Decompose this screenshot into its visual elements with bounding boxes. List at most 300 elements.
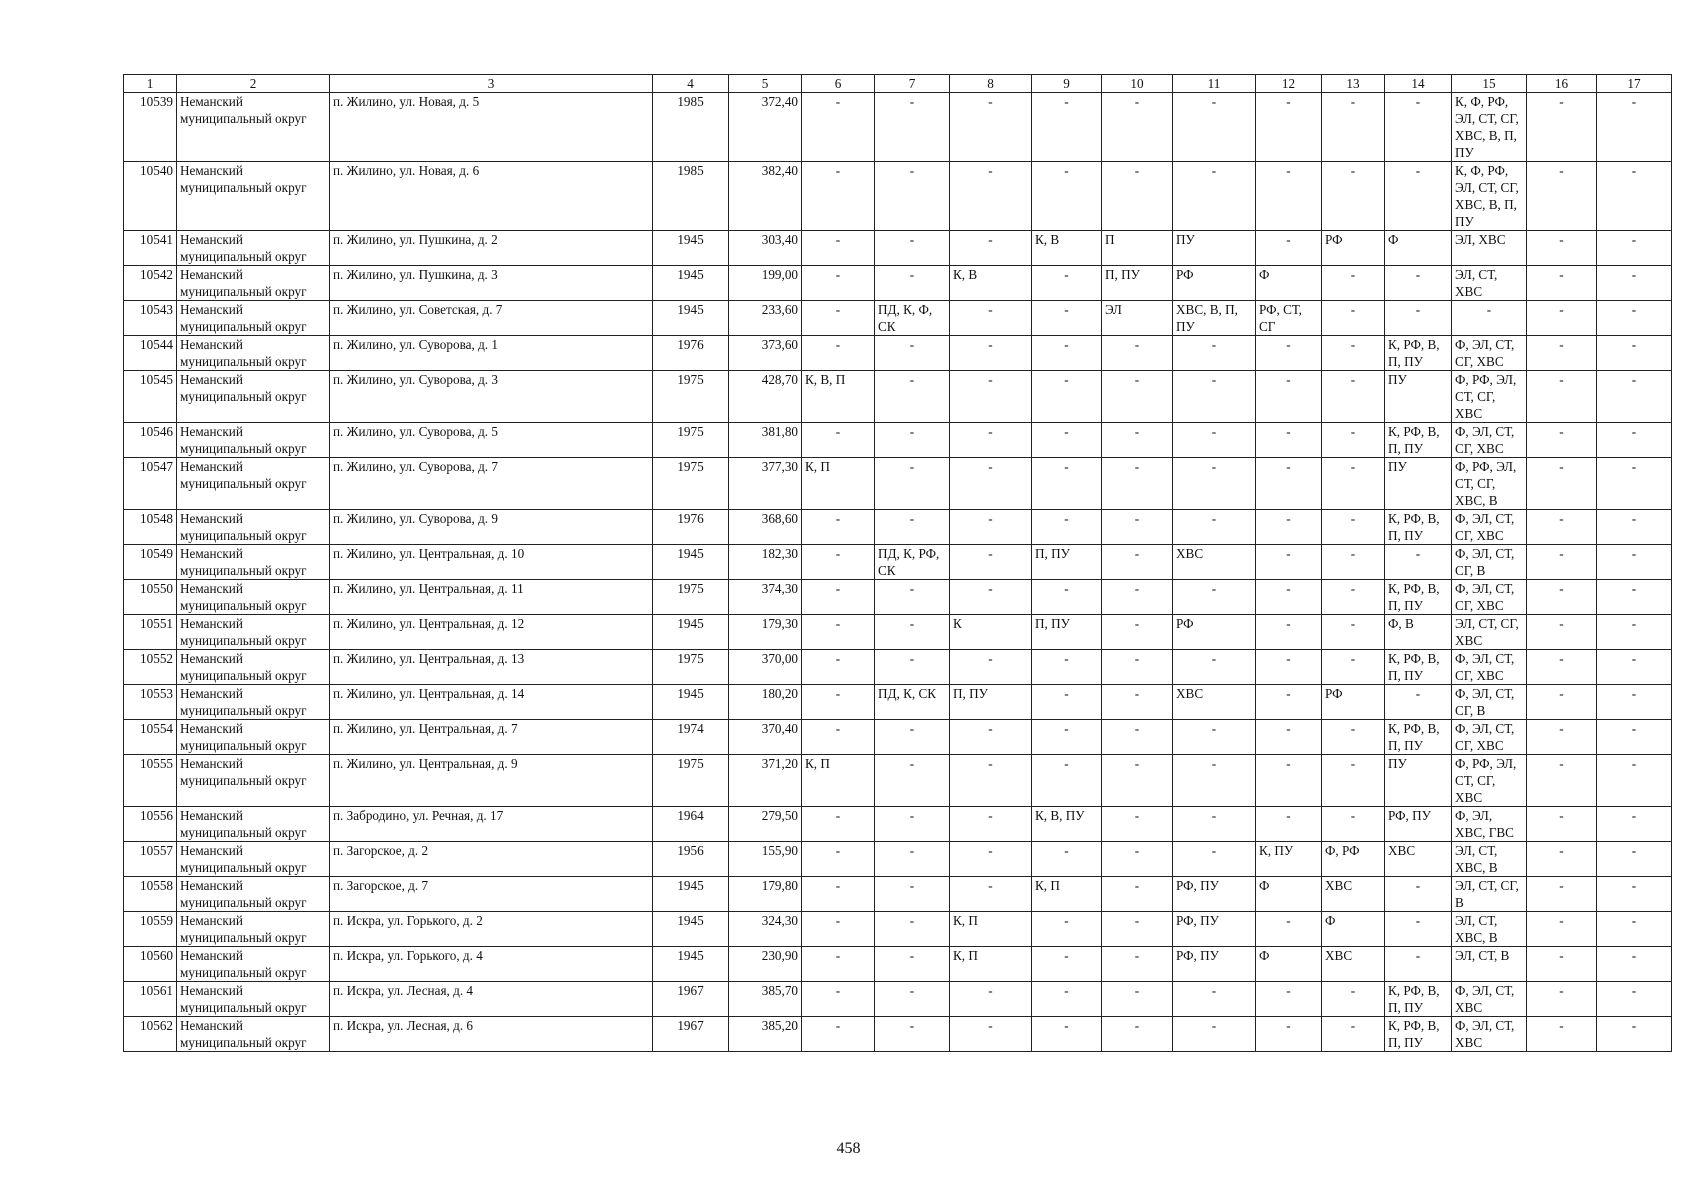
table-cell-col-8: - — [950, 336, 1032, 371]
table-cell-col-8: - — [950, 162, 1032, 231]
table-cell-col-15: Ф, РФ, ЭЛ, СТ, СГ, ХВС, В — [1452, 458, 1527, 510]
table-cell-col-7: - — [875, 947, 950, 982]
table-cell-col-11: - — [1173, 162, 1256, 231]
table-cell-col-17: - — [1597, 650, 1672, 685]
table-cell-col-15: Ф, ЭЛ, СТ, ХВС — [1452, 982, 1527, 1017]
table-cell-col-10: - — [1102, 545, 1173, 580]
table-cell-col-7: - — [875, 510, 950, 545]
table-cell-col-2: Неманский муниципальный округ — [177, 615, 330, 650]
table-row — [124, 93, 1672, 162]
table-cell-col-6: - — [802, 615, 875, 650]
table-cell-col-4: 1985 — [653, 162, 729, 231]
column-header-5: 5 — [729, 75, 802, 93]
table-cell-col-10: - — [1102, 650, 1173, 685]
table-cell-col-12: - — [1256, 162, 1322, 231]
table-cell-col-16: - — [1527, 423, 1597, 458]
table-cell-col-1: 10541 — [124, 231, 177, 266]
table-cell-col-6: К, П — [802, 755, 875, 807]
table-cell-col-8: - — [950, 982, 1032, 1017]
table-cell-col-3: п. Искра, ул. Горького, д. 4 — [330, 947, 653, 982]
table-cell-col-9: - — [1032, 982, 1102, 1017]
table-cell-col-14: ПУ — [1385, 458, 1452, 510]
table-row — [124, 615, 1672, 650]
table-cell-col-2: Неманский муниципальный округ — [177, 510, 330, 545]
table-cell-col-7: - — [875, 162, 950, 231]
table-cell-col-2: Неманский муниципальный округ — [177, 982, 330, 1017]
table-cell-col-17: - — [1597, 423, 1672, 458]
table-cell-col-4: 1975 — [653, 755, 729, 807]
table-cell-col-5: 179,80 — [729, 877, 802, 912]
table-cell-col-11: ХВС, В, П, ПУ — [1173, 301, 1256, 336]
table-cell-col-10: - — [1102, 93, 1173, 162]
table-cell-col-11: - — [1173, 336, 1256, 371]
table-cell-col-4: 1967 — [653, 1017, 729, 1052]
table-cell-col-10: - — [1102, 423, 1173, 458]
table-cell-col-3: п. Жилино, ул. Пушкина, д. 3 — [330, 266, 653, 301]
table-cell-col-5: 370,00 — [729, 650, 802, 685]
table-cell-col-8: К — [950, 615, 1032, 650]
table-cell-col-9: - — [1032, 842, 1102, 877]
table-cell-col-4: 1976 — [653, 336, 729, 371]
table-cell-col-13: - — [1322, 1017, 1385, 1052]
table-cell-col-11: - — [1173, 1017, 1256, 1052]
table-cell-col-1: 10545 — [124, 371, 177, 423]
table-cell-col-15: Ф, ЭЛ, СТ, СГ, ХВС — [1452, 580, 1527, 615]
table-cell-col-7: - — [875, 807, 950, 842]
table-cell-col-15: Ф, ЭЛ, СТ, СГ, ХВС — [1452, 336, 1527, 371]
table-cell-col-13: ХВС — [1322, 877, 1385, 912]
table-cell-col-9: К, В — [1032, 231, 1102, 266]
table-row — [124, 685, 1672, 720]
table-cell-col-13: - — [1322, 301, 1385, 336]
table-cell-col-5: 303,40 — [729, 231, 802, 266]
table-cell-col-11: - — [1173, 650, 1256, 685]
table-cell-col-10: ЭЛ — [1102, 301, 1173, 336]
table-cell-col-11: - — [1173, 982, 1256, 1017]
table-cell-col-1: 10558 — [124, 877, 177, 912]
table-cell-col-15: ЭЛ, СТ, ХВС, В — [1452, 912, 1527, 947]
table-cell-col-11: - — [1173, 93, 1256, 162]
column-header-2: 2 — [177, 75, 330, 93]
table-cell-col-3: п. Жилино, ул. Центральная, д. 7 — [330, 720, 653, 755]
table-cell-col-14: К, РФ, В, П, ПУ — [1385, 510, 1452, 545]
table-row — [124, 1017, 1672, 1052]
table-cell-col-14: Ф, В — [1385, 615, 1452, 650]
table-cell-col-10: П — [1102, 231, 1173, 266]
table-cell-col-8: - — [950, 877, 1032, 912]
table-cell-col-17: - — [1597, 301, 1672, 336]
table-cell-col-7: - — [875, 423, 950, 458]
table-cell-col-5: 182,30 — [729, 545, 802, 580]
table-row — [124, 545, 1672, 580]
table-cell-col-8: - — [950, 423, 1032, 458]
table-cell-col-4: 1945 — [653, 545, 729, 580]
table-cell-col-13: - — [1322, 755, 1385, 807]
table-cell-col-17: - — [1597, 807, 1672, 842]
table-cell-col-2: Неманский муниципальный округ — [177, 947, 330, 982]
column-header-6: 6 — [802, 75, 875, 93]
table-cell-col-13: - — [1322, 650, 1385, 685]
table-cell-col-3: п. Жилино, ул. Пушкина, д. 2 — [330, 231, 653, 266]
table-cell-col-7: ПД, К, Ф, СК — [875, 301, 950, 336]
table-cell-col-2: Неманский муниципальный округ — [177, 266, 330, 301]
table-cell-col-13: - — [1322, 423, 1385, 458]
table-cell-col-2: Неманский муниципальный округ — [177, 93, 330, 162]
table-cell-col-12: - — [1256, 650, 1322, 685]
table-cell-col-8: - — [950, 458, 1032, 510]
table-cell-col-8: - — [950, 1017, 1032, 1052]
table-cell-col-5: 199,00 — [729, 266, 802, 301]
table-cell-col-17: - — [1597, 266, 1672, 301]
table-cell-col-11: - — [1173, 720, 1256, 755]
column-header-14: 14 — [1385, 75, 1452, 93]
table-row — [124, 231, 1672, 266]
table-cell-col-4: 1975 — [653, 458, 729, 510]
table-cell-col-11: - — [1173, 807, 1256, 842]
table-cell-col-5: 368,60 — [729, 510, 802, 545]
table-cell-col-14: ПУ — [1385, 755, 1452, 807]
table-cell-col-1: 10562 — [124, 1017, 177, 1052]
table-cell-col-5: 428,70 — [729, 371, 802, 423]
table-cell-col-12: - — [1256, 685, 1322, 720]
table-cell-col-6: - — [802, 231, 875, 266]
table-cell-col-15: ЭЛ, ХВС — [1452, 231, 1527, 266]
table-cell-col-10: - — [1102, 510, 1173, 545]
table-cell-col-17: - — [1597, 1017, 1672, 1052]
table-cell-col-3: п. Жилино, ул. Центральная, д. 13 — [330, 650, 653, 685]
table-cell-col-17: - — [1597, 510, 1672, 545]
table-cell-col-2: Неманский муниципальный округ — [177, 877, 330, 912]
table-cell-col-16: - — [1527, 947, 1597, 982]
table-cell-col-13: РФ — [1322, 231, 1385, 266]
table-cell-col-3: п. Жилино, ул. Центральная, д. 9 — [330, 755, 653, 807]
table-cell-col-8: К, П — [950, 912, 1032, 947]
table-cell-col-12: - — [1256, 545, 1322, 580]
table-cell-col-13: - — [1322, 720, 1385, 755]
table-cell-col-6: - — [802, 545, 875, 580]
table-cell-col-16: - — [1527, 371, 1597, 423]
table-cell-col-11: ПУ — [1173, 231, 1256, 266]
table-cell-col-5: 381,80 — [729, 423, 802, 458]
table-row — [124, 162, 1672, 231]
table-cell-col-15: ЭЛ, СТ, СГ, ХВС — [1452, 615, 1527, 650]
table-cell-col-3: п. Жилино, ул. Суворова, д. 9 — [330, 510, 653, 545]
table-cell-col-12: РФ, СТ, СГ — [1256, 301, 1322, 336]
table-cell-col-12: - — [1256, 458, 1322, 510]
table-header — [124, 75, 1672, 93]
table-cell-col-5: 279,50 — [729, 807, 802, 842]
table-cell-col-5: 179,30 — [729, 615, 802, 650]
table-cell-col-14: К, РФ, В, П, ПУ — [1385, 580, 1452, 615]
table-cell-col-11: - — [1173, 842, 1256, 877]
table-cell-col-2: Неманский муниципальный округ — [177, 545, 330, 580]
table-cell-col-16: - — [1527, 231, 1597, 266]
table-cell-col-7: - — [875, 336, 950, 371]
table-cell-col-6: К, В, П — [802, 371, 875, 423]
column-header-11: 11 — [1173, 75, 1256, 93]
table-cell-col-4: 1975 — [653, 423, 729, 458]
table-cell-col-7: ПД, К, РФ, СК — [875, 545, 950, 580]
table-cell-col-4: 1985 — [653, 93, 729, 162]
column-header-16: 16 — [1527, 75, 1597, 93]
table-cell-col-11: РФ — [1173, 266, 1256, 301]
table-cell-col-2: Неманский муниципальный округ — [177, 720, 330, 755]
table-cell-col-17: - — [1597, 162, 1672, 231]
table-cell-col-16: - — [1527, 685, 1597, 720]
table-cell-col-8: П, ПУ — [950, 685, 1032, 720]
column-header-13: 13 — [1322, 75, 1385, 93]
table-cell-col-16: - — [1527, 720, 1597, 755]
table-cell-col-16: - — [1527, 580, 1597, 615]
table-cell-col-9: - — [1032, 947, 1102, 982]
table-cell-col-7: - — [875, 877, 950, 912]
table-cell-col-3: п. Искра, ул. Лесная, д. 4 — [330, 982, 653, 1017]
table-cell-col-9: - — [1032, 510, 1102, 545]
table-cell-col-9: - — [1032, 162, 1102, 231]
table-row — [124, 877, 1672, 912]
table-cell-col-4: 1974 — [653, 720, 729, 755]
table-cell-col-4: 1945 — [653, 266, 729, 301]
table-cell-col-3: п. Жилино, ул. Советская, д. 7 — [330, 301, 653, 336]
table-cell-col-7: - — [875, 912, 950, 947]
table-cell-col-9: - — [1032, 912, 1102, 947]
table-cell-col-17: - — [1597, 93, 1672, 162]
table-cell-col-12: - — [1256, 755, 1322, 807]
table-cell-col-9: - — [1032, 301, 1102, 336]
table-row — [124, 580, 1672, 615]
table-cell-col-9: - — [1032, 720, 1102, 755]
table-row — [124, 510, 1672, 545]
table-cell-col-13: - — [1322, 336, 1385, 371]
table-cell-col-4: 1945 — [653, 912, 729, 947]
table-cell-col-12: - — [1256, 93, 1322, 162]
table-cell-col-1: 10554 — [124, 720, 177, 755]
table-cell-col-17: - — [1597, 336, 1672, 371]
table-cell-col-1: 10559 — [124, 912, 177, 947]
table-cell-col-12: - — [1256, 336, 1322, 371]
table-cell-col-5: 230,90 — [729, 947, 802, 982]
table-cell-col-1: 10547 — [124, 458, 177, 510]
table-cell-col-14: К, РФ, В, П, ПУ — [1385, 650, 1452, 685]
table-cell-col-16: - — [1527, 510, 1597, 545]
table-cell-col-14: - — [1385, 947, 1452, 982]
table-cell-col-13: - — [1322, 807, 1385, 842]
table-cell-col-17: - — [1597, 912, 1672, 947]
table-cell-col-11: - — [1173, 755, 1256, 807]
table-cell-col-2: Неманский муниципальный округ — [177, 842, 330, 877]
table-cell-col-17: - — [1597, 458, 1672, 510]
table-cell-col-2: Неманский муниципальный округ — [177, 650, 330, 685]
table-cell-col-9: - — [1032, 93, 1102, 162]
table-cell-col-2: Неманский муниципальный округ — [177, 580, 330, 615]
table-cell-col-2: Неманский муниципальный округ — [177, 371, 330, 423]
table-cell-col-10: - — [1102, 615, 1173, 650]
table-cell-col-14: - — [1385, 266, 1452, 301]
table-cell-col-7: - — [875, 580, 950, 615]
table-cell-col-2: Неманский муниципальный округ — [177, 162, 330, 231]
table-cell-col-6: К, П — [802, 458, 875, 510]
table-cell-col-10: - — [1102, 371, 1173, 423]
table-cell-col-1: 10544 — [124, 336, 177, 371]
table-cell-col-13: - — [1322, 510, 1385, 545]
table-cell-col-17: - — [1597, 877, 1672, 912]
table-cell-col-6: - — [802, 877, 875, 912]
table-cell-col-17: - — [1597, 982, 1672, 1017]
table-cell-col-1: 10560 — [124, 947, 177, 982]
table-cell-col-3: п. Жилино, ул. Центральная, д. 14 — [330, 685, 653, 720]
table-cell-col-1: 10556 — [124, 807, 177, 842]
table-cell-col-17: - — [1597, 755, 1672, 807]
table-cell-col-8: - — [950, 545, 1032, 580]
column-header-15: 15 — [1452, 75, 1527, 93]
table-cell-col-13: - — [1322, 458, 1385, 510]
table-row — [124, 266, 1672, 301]
table-row — [124, 720, 1672, 755]
table-cell-col-17: - — [1597, 615, 1672, 650]
table-cell-col-8: - — [950, 301, 1032, 336]
table-cell-col-7: - — [875, 371, 950, 423]
table-cell-col-14: К, РФ, В, П, ПУ — [1385, 720, 1452, 755]
table-cell-col-17: - — [1597, 947, 1672, 982]
table-cell-col-14: - — [1385, 301, 1452, 336]
table-cell-col-16: - — [1527, 842, 1597, 877]
table-cell-col-10: - — [1102, 807, 1173, 842]
table-cell-col-15: - — [1452, 301, 1527, 336]
table-cell-col-15: Ф, ЭЛ, ХВС, ГВС — [1452, 807, 1527, 842]
table-cell-col-5: 374,30 — [729, 580, 802, 615]
table-cell-col-6: - — [802, 912, 875, 947]
table-cell-col-6: - — [802, 301, 875, 336]
table-cell-col-14: К, РФ, В, П, ПУ — [1385, 423, 1452, 458]
table-cell-col-4: 1975 — [653, 371, 729, 423]
table-cell-col-4: 1945 — [653, 301, 729, 336]
table-cell-col-12: - — [1256, 371, 1322, 423]
column-header-17: 17 — [1597, 75, 1672, 93]
table-cell-col-6: - — [802, 685, 875, 720]
column-number-row — [124, 75, 1672, 93]
column-header-7: 7 — [875, 75, 950, 93]
column-header-4: 4 — [653, 75, 729, 93]
page-number: 458 — [836, 1140, 861, 1157]
table-cell-col-15: К, Ф, РФ, ЭЛ, СТ, СГ, ХВС, В, П, ПУ — [1452, 162, 1527, 231]
table-cell-col-13: Ф, РФ — [1322, 842, 1385, 877]
table-cell-col-8: - — [950, 807, 1032, 842]
table-cell-col-16: - — [1527, 615, 1597, 650]
table-cell-col-10: - — [1102, 947, 1173, 982]
table-cell-col-12: - — [1256, 982, 1322, 1017]
table-row — [124, 755, 1672, 807]
table-cell-col-3: п. Жилино, ул. Суворова, д. 7 — [330, 458, 653, 510]
table-cell-col-5: 377,30 — [729, 458, 802, 510]
table-cell-col-9: П, ПУ — [1032, 615, 1102, 650]
table-cell-col-11: - — [1173, 371, 1256, 423]
table-cell-col-1: 10552 — [124, 650, 177, 685]
table-cell-col-2: Неманский муниципальный округ — [177, 336, 330, 371]
table-cell-col-5: 372,40 — [729, 93, 802, 162]
table-cell-col-16: - — [1527, 458, 1597, 510]
table-cell-col-13: ХВС — [1322, 947, 1385, 982]
table-cell-col-1: 10550 — [124, 580, 177, 615]
table-cell-col-11: РФ, ПУ — [1173, 947, 1256, 982]
table-cell-col-6: - — [802, 423, 875, 458]
table-cell-col-6: - — [802, 720, 875, 755]
table-cell-col-12: - — [1256, 1017, 1322, 1052]
table-cell-col-10: - — [1102, 912, 1173, 947]
table-cell-col-9: - — [1032, 580, 1102, 615]
table-cell-col-1: 10555 — [124, 755, 177, 807]
table-cell-col-15: Ф, РФ, ЭЛ, СТ, СГ, ХВС — [1452, 755, 1527, 807]
table-cell-col-6: - — [802, 162, 875, 231]
table-cell-col-14: - — [1385, 93, 1452, 162]
table-cell-col-12: - — [1256, 423, 1322, 458]
table-cell-col-7: - — [875, 650, 950, 685]
column-header-12: 12 — [1256, 75, 1322, 93]
table-cell-col-16: - — [1527, 545, 1597, 580]
table-cell-col-8: - — [950, 231, 1032, 266]
table-cell-col-5: 180,20 — [729, 685, 802, 720]
table-cell-col-4: 1975 — [653, 580, 729, 615]
table-cell-col-9: - — [1032, 371, 1102, 423]
table-cell-col-3: п. Загорское, д. 2 — [330, 842, 653, 877]
table-cell-col-4: 1956 — [653, 842, 729, 877]
table-cell-col-1: 10549 — [124, 545, 177, 580]
table-cell-col-12: - — [1256, 231, 1322, 266]
table-cell-col-14: - — [1385, 912, 1452, 947]
table-cell-col-10: - — [1102, 336, 1173, 371]
table-cell-col-8: К, В — [950, 266, 1032, 301]
table-cell-col-10: - — [1102, 458, 1173, 510]
table-cell-col-4: 1964 — [653, 807, 729, 842]
table-cell-col-6: - — [802, 982, 875, 1017]
table-cell-col-16: - — [1527, 336, 1597, 371]
table-cell-col-17: - — [1597, 685, 1672, 720]
table-cell-col-1: 10551 — [124, 615, 177, 650]
table-cell-col-13: РФ — [1322, 685, 1385, 720]
table-cell-col-4: 1945 — [653, 877, 729, 912]
table-cell-col-2: Неманский муниципальный округ — [177, 755, 330, 807]
table-cell-col-7: ПД, К, СК — [875, 685, 950, 720]
table-cell-col-11: РФ, ПУ — [1173, 877, 1256, 912]
table-cell-col-16: - — [1527, 877, 1597, 912]
table-cell-col-6: - — [802, 947, 875, 982]
table-row — [124, 423, 1672, 458]
table-cell-col-1: 10557 — [124, 842, 177, 877]
table-cell-col-11: - — [1173, 510, 1256, 545]
table-cell-col-15: Ф, ЭЛ, СТ, ХВС — [1452, 1017, 1527, 1052]
table-cell-col-7: - — [875, 755, 950, 807]
table-cell-col-9: К, В, ПУ — [1032, 807, 1102, 842]
table-cell-col-5: 324,30 — [729, 912, 802, 947]
table-body — [124, 93, 1672, 1052]
table-cell-col-7: - — [875, 93, 950, 162]
table-cell-col-9: - — [1032, 1017, 1102, 1052]
table-cell-col-9: К, П — [1032, 877, 1102, 912]
table-cell-col-17: - — [1597, 545, 1672, 580]
table-cell-col-12: Ф — [1256, 877, 1322, 912]
table-cell-col-4: 1975 — [653, 650, 729, 685]
table-cell-col-10: - — [1102, 842, 1173, 877]
table-cell-col-3: п. Жилино, ул. Новая, д. 6 — [330, 162, 653, 231]
table-cell-col-4: 1976 — [653, 510, 729, 545]
table-cell-col-5: 155,90 — [729, 842, 802, 877]
housing-register-table — [123, 74, 1672, 1052]
table-cell-col-16: - — [1527, 93, 1597, 162]
table-cell-col-2: Неманский муниципальный округ — [177, 231, 330, 266]
table-cell-col-11: РФ, ПУ — [1173, 912, 1256, 947]
table-cell-col-1: 10546 — [124, 423, 177, 458]
table-cell-col-9: - — [1032, 685, 1102, 720]
table-cell-col-4: 1945 — [653, 231, 729, 266]
